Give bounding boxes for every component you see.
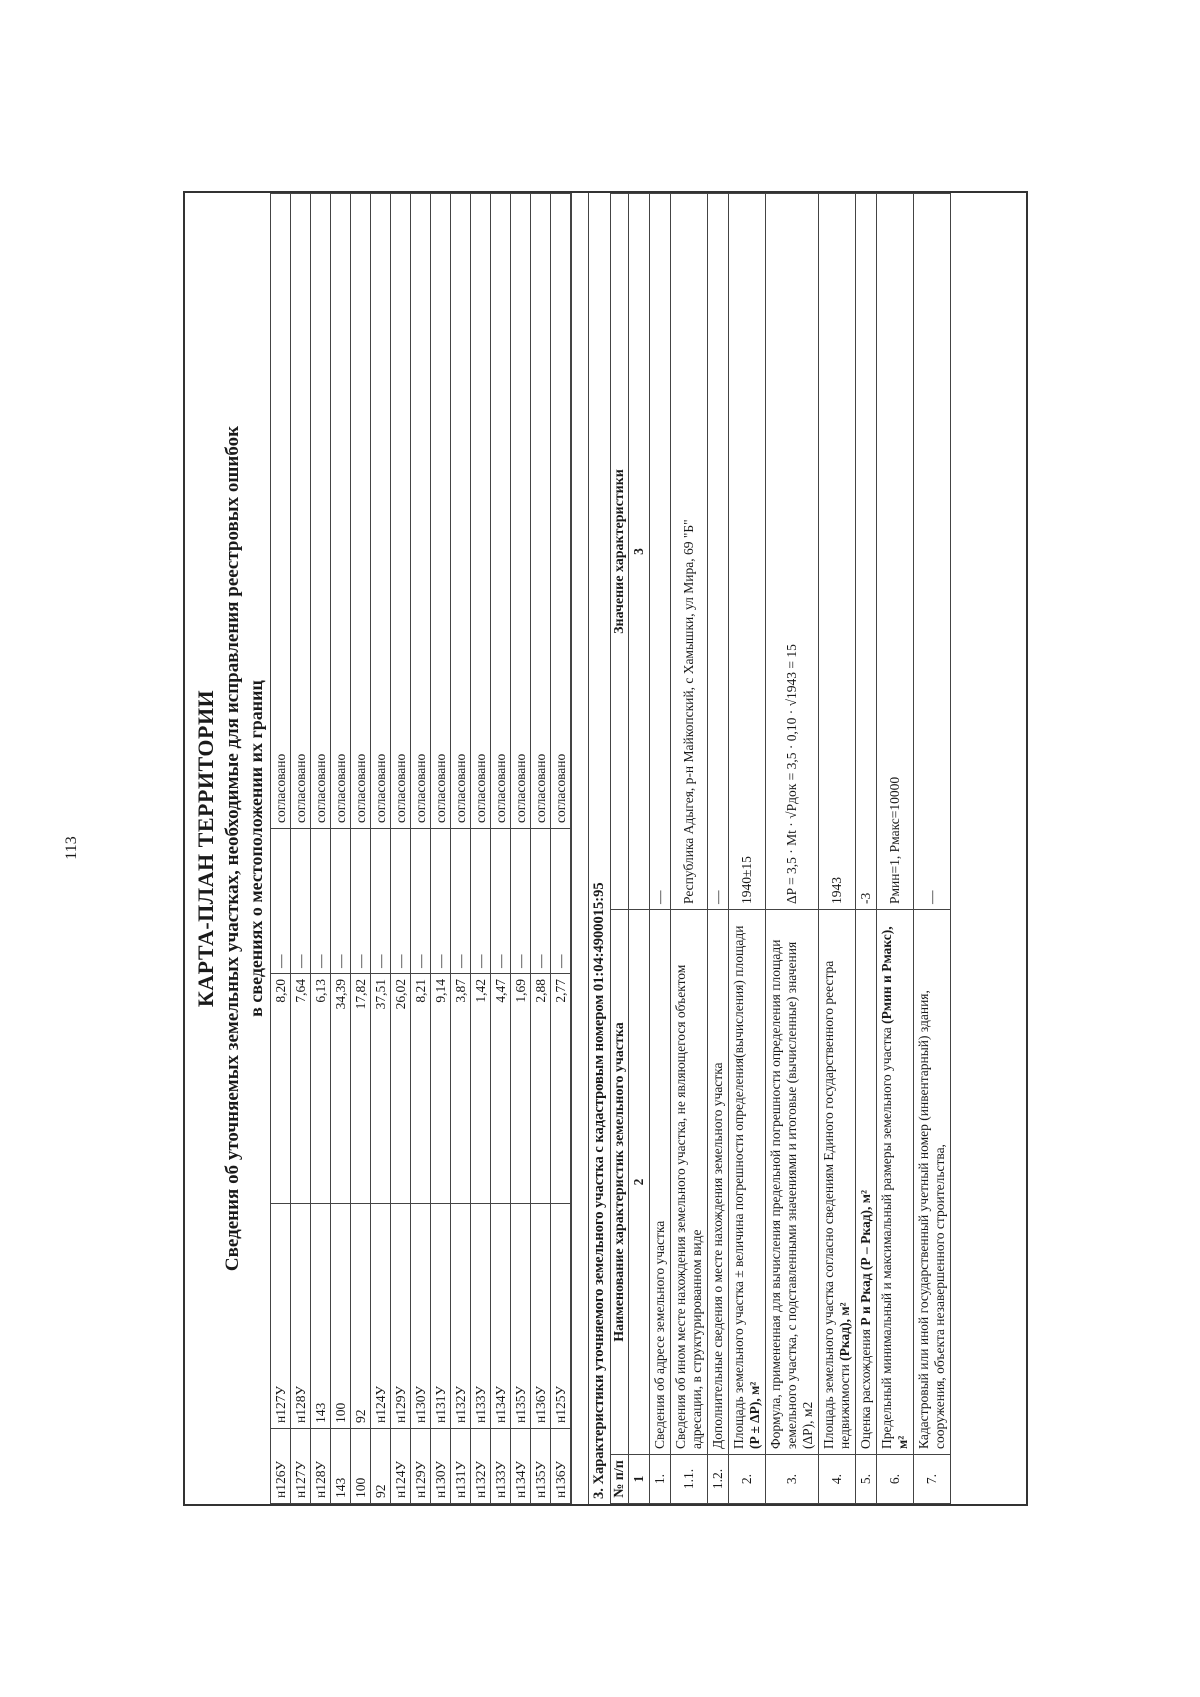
characteristic-name (855, 909, 876, 1454)
characteristic-number: 4. (818, 1454, 855, 1503)
approval-status: согласовано (290, 193, 310, 828)
characteristic-value: -3 (855, 193, 876, 909)
characteristic-value: 1940±15 (728, 193, 765, 909)
dash-value: — (390, 828, 410, 973)
from-point: н127У (290, 1428, 310, 1503)
distance: 9,14 (430, 973, 450, 1203)
boundary-row (530, 193, 550, 1503)
characteristic-number: 7. (913, 1454, 950, 1503)
table-gap (571, 193, 588, 1504)
from-point: 100 (350, 1428, 370, 1503)
characteristic-name-text: Оценка расхождения (857, 1328, 873, 1449)
characteristic-name (765, 909, 818, 1454)
characteristic-value: Республика Адыгея, р-н Майкопский, с Хамышки, ул Мира, 69 "Б" (670, 193, 707, 909)
from-point: н124У (390, 1428, 410, 1503)
dash-value: — (330, 828, 350, 973)
distance: 3,87 (450, 973, 470, 1203)
dash-value: — (490, 828, 510, 973)
distance: 26,02 (390, 973, 410, 1203)
approval-status: согласовано (510, 193, 530, 828)
column-number-row (628, 193, 649, 1503)
to-point: н129У (390, 1203, 410, 1428)
characteristic-name-text: Кадастровый или иной государственный учетный номер (инвентарный) здания, сооружения, объекта незавершенного строительства, (915, 989, 947, 1449)
from-point: н126У (270, 1428, 290, 1503)
dash-value: — (410, 828, 430, 973)
dash-value: — (530, 828, 550, 973)
distance: 2,88 (530, 973, 550, 1203)
characteristics-table-body (649, 193, 950, 1503)
boundary-row (510, 193, 530, 1503)
from-point: н130У (430, 1428, 450, 1503)
dash-value: — (310, 828, 330, 973)
boundary-row (450, 193, 470, 1503)
characteristic-value: — (649, 193, 670, 909)
distance: 1,42 (470, 973, 490, 1203)
characteristic-name-text: Сведения об адресе земельного участка (651, 1220, 667, 1449)
boundary-row (410, 193, 430, 1503)
to-point: н130У (410, 1203, 430, 1428)
section-subtitle: в сведениях о местоположении их границ (245, 679, 266, 1017)
approval-status: согласовано (310, 193, 330, 828)
header-value: Значение характеристики (610, 193, 628, 909)
to-point: н133У (470, 1203, 490, 1428)
characteristic-name (913, 909, 950, 1454)
characteristic-row (913, 193, 950, 1503)
approval-status: согласовано (390, 193, 410, 828)
to-point: н134У (490, 1203, 510, 1428)
header-number: № п/п (610, 1454, 628, 1503)
to-point: н125У (550, 1203, 570, 1428)
dash-value: — (270, 828, 290, 973)
to-point: н132У (450, 1203, 470, 1428)
characteristic-name-formula: (P ± ΔP), м² (746, 1381, 762, 1449)
characteristic-number: 1.1. (670, 1454, 707, 1503)
characteristic-number: 2. (728, 1454, 765, 1503)
approval-status: согласовано (530, 193, 550, 828)
to-point: н127У (270, 1203, 290, 1428)
dash-value: — (510, 828, 530, 973)
to-point: н136У (530, 1203, 550, 1428)
characteristic-row (707, 193, 728, 1503)
characteristic-value: Pмин=1, Pмакс=10000 (876, 193, 913, 909)
characteristic-name (818, 909, 855, 1454)
boundary-table-body (270, 193, 570, 1503)
characteristic-number: 3. (765, 1454, 818, 1503)
column-number: 3 (628, 193, 649, 909)
dash-value: — (350, 828, 370, 973)
distance: 8,21 (410, 973, 430, 1203)
approval-status: согласовано (330, 193, 350, 828)
characteristic-value: 1943 (818, 193, 855, 909)
distance: 7,64 (290, 973, 310, 1203)
characteristic-name-text: Сведения об ином месте нахождения земельного участка, не являющегося объектом адресации, в структурированном виде (672, 964, 704, 1449)
characteristic-name-text: Формула, примененная для вычисления предельной погрешности определения площади земельного участка, с подставленными значениями и итоговые (вычисленные) значения (ΔР), м2 (767, 939, 815, 1449)
dash-value: — (550, 828, 570, 973)
characteristic-value: — (913, 193, 950, 909)
page-number: 113 (63, 836, 80, 860)
characteristic-name (876, 909, 913, 1454)
characteristic-name-text: Предельный минимальный и максимальный размеры земельного участка (878, 1026, 894, 1449)
document-frame (183, 191, 1028, 1506)
distance: 17,82 (350, 973, 370, 1203)
section-title: Сведения об уточняемых земельных участках, необходимые для исправления реестровых ошибок (221, 425, 243, 1271)
dash-value: — (370, 828, 390, 973)
from-point: 92 (370, 1428, 390, 1503)
characteristic-number: 1.2. (707, 1454, 728, 1503)
approval-status: согласовано (270, 193, 290, 828)
characteristic-name-formula: (Ркад), м² (836, 1301, 852, 1361)
boundary-table (270, 193, 571, 1504)
characteristic-row (649, 193, 670, 1503)
characteristic-name (728, 909, 765, 1454)
from-point: н131У (450, 1428, 470, 1503)
to-point: н128У (290, 1203, 310, 1428)
approval-status: согласовано (410, 193, 430, 828)
boundary-row (430, 193, 450, 1503)
characteristic-row (855, 193, 876, 1503)
characteristic-name (707, 909, 728, 1454)
from-point: н133У (490, 1428, 510, 1503)
boundary-row (330, 193, 350, 1503)
characteristic-value: — (707, 193, 728, 909)
dash-value: — (290, 828, 310, 973)
characteristic-name-formula: (Pмин и Pмакс), м² (878, 925, 910, 1449)
characteristic-name-text: Площадь земельного участка ± величина погрешности определения(вычисления) площади (730, 925, 746, 1449)
to-point: 143 (310, 1203, 330, 1428)
characteristic-name (649, 909, 670, 1454)
to-point: 100 (330, 1203, 350, 1428)
characteristic-number: 1. (649, 1454, 670, 1503)
characteristic-number: 5. (855, 1454, 876, 1503)
from-point: н134У (510, 1428, 530, 1503)
approval-status: согласовано (350, 193, 370, 828)
characteristic-name-text: Площадь земельного участка согласно сведениям Единого государственного реестра недвижимости (820, 960, 852, 1449)
column-number: 1 (628, 1454, 649, 1503)
from-point: н129У (410, 1428, 430, 1503)
distance: 34,39 (330, 973, 350, 1203)
approval-status: согласовано (370, 193, 390, 828)
document-title: КАРТА-ПЛАН ТЕРРИТОРИИ (192, 689, 218, 1007)
characteristic-name-formula: Р и Ркад (Р – Ркад), м² (857, 1189, 873, 1326)
characteristic-value: ΔP = 3,5 · Mt · √Pдок = 3,5 · 0,10 · √1943 = 15 (765, 193, 818, 909)
rotated-sheet (183, 191, 1028, 1506)
boundary-row (470, 193, 490, 1503)
boundary-row (310, 193, 330, 1503)
boundary-row (270, 193, 290, 1503)
column-number: 2 (628, 909, 649, 1454)
boundary-row (390, 193, 410, 1503)
characteristic-row (818, 193, 855, 1503)
from-point: 143 (330, 1428, 350, 1503)
characteristic-row (876, 193, 913, 1503)
distance: 4,47 (490, 973, 510, 1203)
characteristics-table (610, 193, 951, 1504)
characteristic-name (670, 909, 707, 1454)
approval-status: согласовано (550, 193, 570, 828)
characteristics-header-row (610, 193, 628, 1503)
boundary-row (290, 193, 310, 1503)
characteristic-row (728, 193, 765, 1503)
dash-value: — (470, 828, 490, 973)
from-point: н135У (530, 1428, 550, 1503)
approval-status: согласовано (450, 193, 470, 828)
approval-status: согласовано (470, 193, 490, 828)
boundary-row (550, 193, 570, 1503)
to-point: 92 (350, 1203, 370, 1428)
boundary-row (490, 193, 510, 1503)
characteristic-row (765, 193, 818, 1503)
to-point: н135У (510, 1203, 530, 1428)
from-point: н136У (550, 1428, 570, 1503)
boundary-row (350, 193, 370, 1503)
dash-value: — (430, 828, 450, 973)
characteristics-title: 3. Характеристики уточняемого земельного участка с кадастровым номером 01:04:4900015:95 (588, 193, 610, 1504)
from-point: н132У (470, 1428, 490, 1503)
characteristic-number: 6. (876, 1454, 913, 1503)
characteristic-row (670, 193, 707, 1503)
distance: 37,51 (370, 973, 390, 1203)
approval-status: согласовано (430, 193, 450, 828)
to-point: н131У (430, 1203, 450, 1428)
distance: 8,20 (270, 973, 290, 1203)
dash-value: — (450, 828, 470, 973)
boundary-row (370, 193, 390, 1503)
to-point: н124У (370, 1203, 390, 1428)
characteristic-name-text: Дополнительные сведения о месте нахождения земельного участка (709, 1061, 725, 1449)
distance: 1,69 (510, 973, 530, 1203)
approval-status: согласовано (490, 193, 510, 828)
distance: 2,77 (550, 973, 570, 1203)
header-name: Наименование характеристик земельного участка (610, 909, 628, 1454)
distance: 6,13 (310, 973, 330, 1203)
from-point: н128У (310, 1428, 330, 1503)
